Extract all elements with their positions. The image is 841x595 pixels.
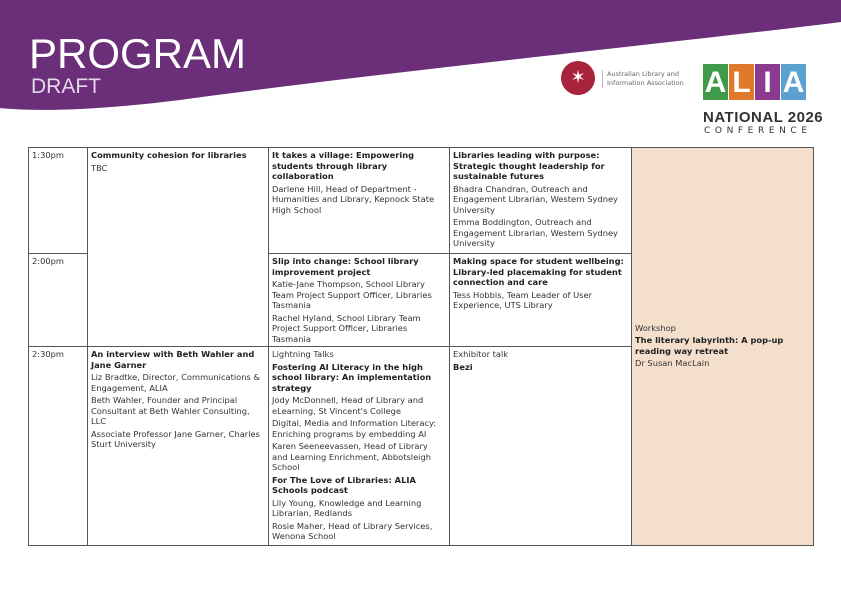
session-cell: Slip into change: School library improvement project Katie-Jane Thompson, School Library Team Project Support Officer, Libraries Tasmania Rachel Hyland, School Library Team Project Support Officer, Libraries Tasmania <box>268 253 450 347</box>
session-cell: Exhibitor talk Bezi <box>449 346 632 546</box>
conference-logo: A L I A <box>704 66 805 99</box>
session-cell: It takes a village: Empowering students through library collaboration Darlene Hill, Head of Department - Humanities and Library, Kepnock State High School <box>268 147 450 254</box>
session-cell: An interview with Beth Wahler and Jane Garner Liz Bradtke, Director, Communications & Engagement, ALIA Beth Wahler, Founder and Principal Consultant at Beth Wahler Consulting, LLC Associate Professor Jane Garner, Charles Sturt University <box>87 346 269 546</box>
workshop-cell: Workshop The literary labyrinth: A pop-up reading way retreat Dr Susan MacLain <box>631 147 814 546</box>
time-cell: 2:30pm <box>28 346 88 546</box>
session-cell: Community cohesion for libraries TBC <box>87 147 269 347</box>
conference-title: NATIONAL 2026 <box>703 109 824 126</box>
session-cell: Lightning Talks Fostering AI Literacy in the high school library: An implementation strategy Jody McDonnell, Head of Library and eLearning, St Vincent's College Digital, Media and Information Literacy: Enriching programs by embedding AI Karen Seeneevassen, Head of Library and Learning Enrichment, Abbotsleigh School For The Love of Libraries: ALIA Schools podcast Lily Young, Knowledge and Learning Librarian, Redlands Rosie Maher, Head of Library Services, Wenona School <box>268 346 450 546</box>
page-subtitle: DRAFT <box>31 75 101 98</box>
session-cell: Libraries leading with purpose: Strategic thought leadership for sustainable futures Bhadra Chandran, Outreach and Engagement Librarian, Western Sydney University Emma Boddington, Outreach and Engagement Librarian, Western Sydney University <box>449 147 632 254</box>
time-cell: 2:00pm <box>28 253 88 347</box>
alia-star-logo-icon: ✶ <box>561 61 595 95</box>
session-cell: Making space for student wellbeing: Library-led placemaking for student connection and care Tess Hobbis, Team Leader of User Experience, UTS Library <box>449 253 632 347</box>
conference-subtitle: CONFERENCE <box>704 126 812 136</box>
page-title: PROGRAM <box>29 30 247 77</box>
time-cell: 1:30pm <box>28 147 88 254</box>
alia-org-name: Australian Library and Information Association <box>602 70 684 88</box>
